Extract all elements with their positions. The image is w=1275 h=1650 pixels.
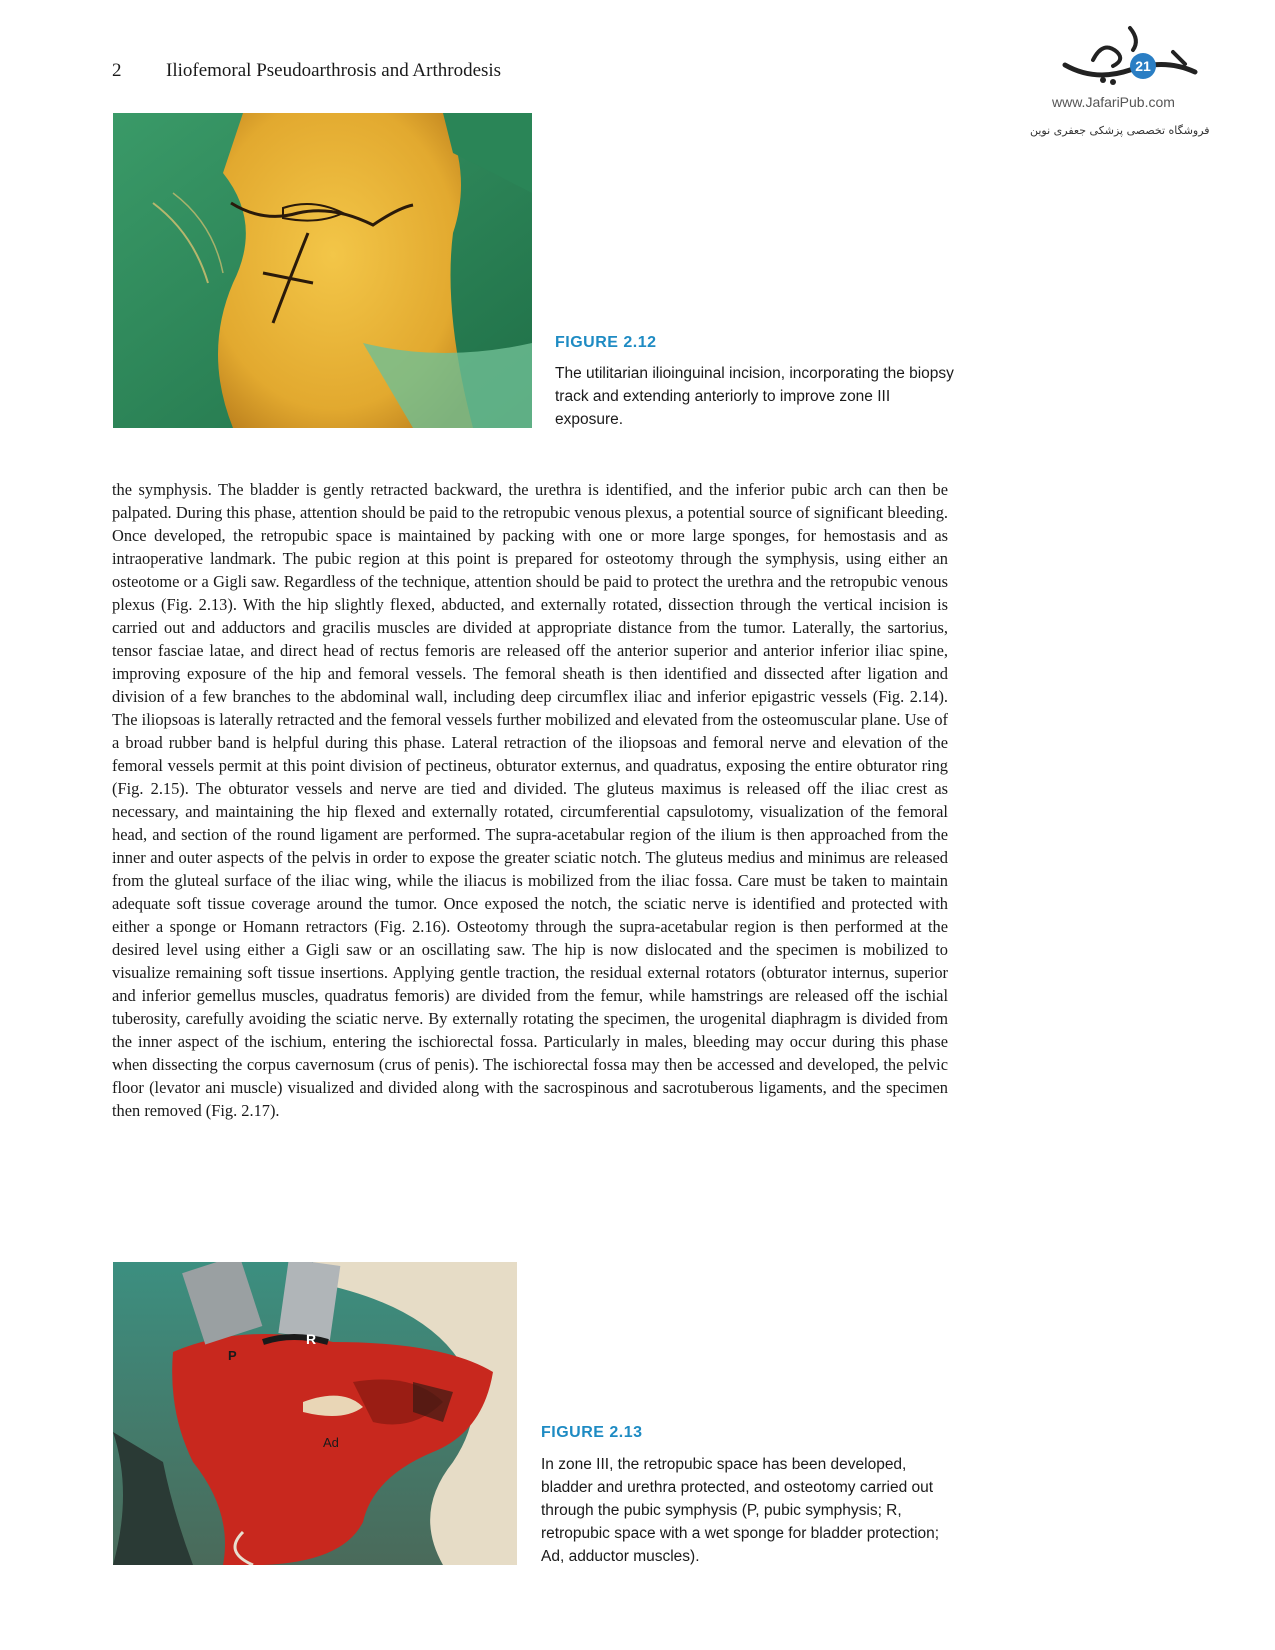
figure-2-13-label: FIGURE 2.13 [541, 1424, 643, 1441]
logo-calligraphy-icon [1055, 20, 1205, 100]
publisher-url[interactable]: www.JafariPub.com [1052, 94, 1175, 110]
photo-label-ad: Ad [323, 1435, 339, 1450]
photo-label-r: R [306, 1331, 317, 1347]
figure-2-12-caption: The utilitarian ilioinguinal incision, incorporating the biopsy track and extending anteriorly to improve zone III exposure. [555, 365, 954, 428]
page-number: 2 [112, 60, 122, 81]
logo-badge-number: 21 [1135, 58, 1151, 74]
figure-2-12-photo [113, 113, 532, 428]
figure-2-13-caption: In zone III, the retropubic space has been developed, bladder and urethra protected, and osteotomy carried out through the pubic symphysis (P, pubic symphysis; R, retropubic space with a wet sponge for bladder protection; Ad, adductor muscles). [541, 1456, 940, 1565]
figure-2-12-label: FIGURE 2.12 [555, 334, 657, 351]
running-title: Iliofemoral Pseudoarthrosis and Arthrodesis [166, 60, 502, 81]
publisher-tagline: فروشگاه تخصصی پزشکی جعفری نوین [1030, 124, 1210, 137]
body-paragraph: the symphysis. The bladder is gently retracted backward, the urethra is identified, and the inferior pubic arch can then be palpated. During this phase, attention should be paid to the retropubic venous plexus, a potential source of significant bleeding. Once developed, the retropubic space is maintained by packing with one or more large sponges, for hemostasis and as intraoperative landmark. The pubic region at this point is prepared for osteotomy through the symphysis, using either an osteotome or a Gigli saw. Regardless of the technique, attention should be paid to protect the urethra and the retropubic venous plexus (Fig. 2.13). With the hip slightly flexed, abducted, and externally rotated, dissection through the vertical incision is carried out and adductors and gracilis muscles are divided at appropriate distance from the tumor. Laterally, the sartorius, tensor fasciae latae, and direct head of rectus femoris are released off the anterior superior and anterior inferior iliac spine, improving exposure of the hip and femoral vessels. The femoral sheath is then identified and dissected after ligation and division of a few branches to the abdominal wall, including deep circumflex iliac and inferior epigastric vessels (Fig. 2.14). The iliopsoas is laterally retracted and the femoral vessels further mobilized and elevated from the osteomuscular plane. Use of a broad rubber band is helpful during this phase. Lateral retraction of the iliopsoas and femoral nerve and elevation of the femoral vessels permit at this point division of pectineus, obturator externus, and quadratus, exposing the entire obturator ring (Fig. 2.15). The obturator vessels and nerve are tied and divided. The gluteus maximus is released off the iliac crest as necessary, and maintaining the hip flexed and externally rotated, circumferential capsulotomy, visualization of the femoral head, and section of the round ligament are performed. The supra-acetabular region of the ilium is then approached from the inner and outer aspects of the pelvis in order to expose the greater sciatic notch. The gluteus medius and minimus are released from the gluteal surface of the iliac wing, while the iliacus is mobilized from the iliac fossa. Care must be taken to maintain adequate soft tissue coverage around the tumor. Once exposed the notch, the sciatic nerve is identified and protected with either a sponge or Homann retractors (Fig. 2.16). Osteotomy through the supra-acetabular region is then performed at the desired level using either a Gigli saw or an oscillating saw. The hip is now dislocated and the specimen is mobilized to visualize remaining soft tissue insertions. Applying gentle traction, the residual external rotators (obturator internus, superior and inferior gemellus muscles, quadratus femoris) are divided from the femur, while hamstrings are released off the ischial tuberosity, carefully avoiding the sciatic nerve. By externally rotating the specimen, the urogenital diaphragm is divided from the inner aspect of the ischium, entering the ischiorectal fossa. Particularly in males, bleeding may occur during this phase when dissecting the corpus cavernosum (crus of penis). The ischiorectal fossa may then be accessed and developed, the pelvic floor (levator ani muscle) visualized and divided along with the sacrospinous and sacrotuberous ligaments, and the specimen then removed (Fig. 2.17). [112, 480, 948, 1120]
photo-label-p: P [228, 1348, 237, 1363]
figure-2-13-photo [113, 1262, 517, 1565]
